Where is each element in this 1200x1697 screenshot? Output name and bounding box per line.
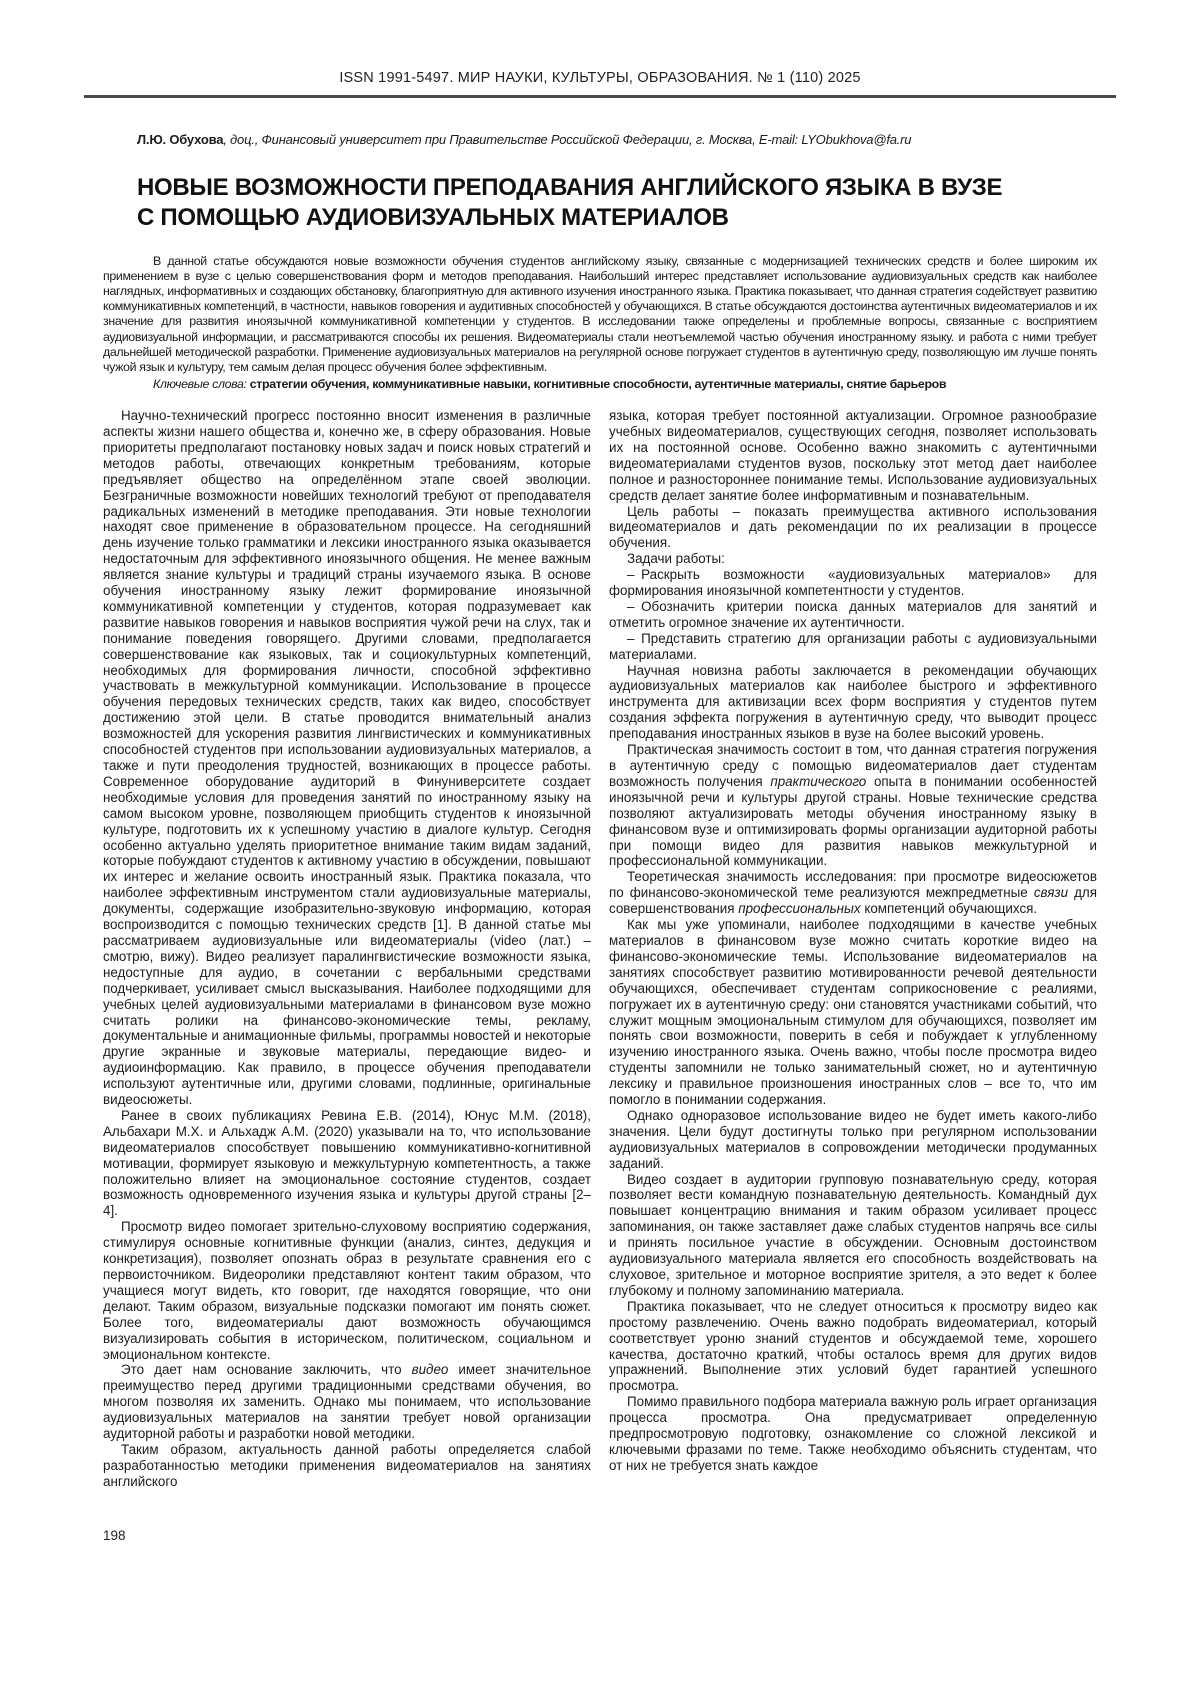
paragraph: Таким образом, актуальность данной работы определяется слабой разработанностью методики применения видеоматериалов на занятиях английского: [103, 1441, 591, 1489]
paragraph: Цель работы – показать преимущества активного использования видеоматериалов и дать рекомендации по их реализации в процессе обучения.: [609, 503, 1097, 551]
paragraph: Просмотр видео помогает зрительно-слуховому восприятию содержания, стимулируя основные когнитивные функции (анализ, синтез, дедукция и конкретизация), позволяет опознать образ в результате сравнения его с первоисточником. Видеоролики представляют контент таким образом, что учащиеся могут видеть, кто говорит, где находятся говорящие, что они делают. Таким образом, визуальные подсказки помогают им понять сюжет. Более того, видеоматериалы дают возможность обучающимся визуализировать события в историческом, политическом, социальном и эмоциональном контексте.: [103, 1219, 591, 1362]
paragraph: Теоретическая значимость исследования: при просмотре видеосюжетов по финансово-экономической теме реализуются межпредметные связи для совершенствования профессиональных компетенций обучающихся.: [609, 869, 1097, 917]
article-content: [103, 132, 1097, 1490]
paragraph: Практика показывает, что не следует относиться к просмотру видео как простому развлечению. Очень важно подобрать видеоматериал, который соответствует уроню знаний студентов и обсуждаемой теме, хорошего качества, достаточно краткий, чтобы осталось время для других видов упражнений. Выполнение этих условий будет гарантией успешного просмотра.: [609, 1298, 1097, 1394]
article-title: [137, 173, 1097, 234]
paragraph: Задачи работы:: [627, 551, 725, 567]
page-number: 198: [103, 1528, 126, 1543]
article-title-line1: НОВЫЕ ВОЗМОЖНОСТИ ПРЕПОДАВАНИЯ АНГЛИЙСКОГО ЯЗЫКА В ВУЗЕ: [137, 174, 1003, 201]
paragraph: Однако одноразовое использование видео не будет иметь какого-либо значения. Цели будут достигнуты только при регулярном использовании аудиовизуальных материалов в сопровождении методически продуманных заданий.: [609, 1107, 1097, 1171]
paragraph: Практическая значимость состоит в том, что данная стратегия погружения в аутентичную среду с помощью видеоматериалов дает студентам возможность получения практического опыта в понимании особенностей иноязычной речи и культуры другой страны. Новые технические средства позволяют актуализировать методы обучения иностранному языку в финансовом вузе и оптимизировать формы организации аудиторной работы при помощи видео для развития навыков межкультурной и профессиональной коммуникации.: [609, 742, 1097, 869]
paragraph: Как мы уже упоминали, наиболее подходящими в качестве учебных материалов в финансовом вузе можно считать короткие видео на финансово-экономические темы. Использование видеоматериалов на занятиях способствует развитию мотивированности речевой деятельности обучающихся, обеспечивает студентам соприкосновение с реалиями, погружает их в аутентичную среду: они становятся участниками событий, что служит мощным эмоциональным стимулом для обучающихся, позволяет им понять свои возможности, поверить в себя и побуждает к углубленному изучению иностранного языка. Очень важно, чтобы после просмотра видео студенты запомнили не только занимательный сюжет, но и аутентичную лексику и правильное произношения иностранных слов – все то, что им помогло в понимании содержания.: [609, 917, 1097, 1108]
paragraph: Это дает нам основание заключить, что видео имеет значительное преимущество перед другими традиционными средствами обучения, во многом позволяя их заменить. Однако мы понимаем, что использование аудиовизуальных материалов на занятии требует новой организации аудиторной работы и разработки новой методики.: [103, 1362, 591, 1442]
list-item-dash: – Представить стратегию для организации работы с аудиовизуальными материалами.: [609, 630, 1097, 662]
author-line: Л.Ю. Обухова, доц., Финансовый университет при Правительстве Российской Федерации, г. Москва, E-mail: LYObukhova@fa.ru: [137, 132, 912, 147]
paragraph: Видео создает в аудитории групповую познавательную среду, которая позволяет вести командную познавательную деятельность. Командный дух повышает концентрацию внимания и таким образом усиливает процесс запоминания, он также заставляет даже слабых студентов напрячь все силы и принять посильное участие в обсуждении. Основным достоинством аудиовизуального материала является его способность воздействовать на слуховое, зрительное и моторное восприятие зрителя, а это ведет к более глубокому и полному запоминанию материала.: [609, 1171, 1097, 1298]
list-item-dash: – Раскрыть возможности «аудиовизуальных материалов» для формирования иноязычной компетентности у студентов.: [609, 567, 1097, 599]
article-body: [103, 408, 1097, 1490]
paragraph-continuation: языка, которая требует постоянной актуализации. Огромное разнообразие учебных видеоматериалов, существующих сегодня, позволяет использовать их на постоянной основе. Особенно важно знакомить с аутентичными видеоматериалами студентов вузов, поскольку этот метод дает наиболее полное и разностороннее понимание темы. Использование аудиовизуальных средств делает занятие более информативным и познавательным.: [609, 408, 1097, 503]
header-rule: [84, 95, 1116, 98]
paragraph: Помимо правильного подбора материала важную роль играет организация процесса просмотра. Она предусматривает определенную предпросмотровую подготовку, ознакомление со сложной лексикой и ключевыми фразами по теме. Также необходимо объяснить студентам, что от них не требуется знать каждое: [609, 1394, 1097, 1473]
paragraph: Научная новизна работы заключается в рекомендации обучающих аудиовизуальных материалов как наиболее быстрого и эффективного инструмента для активизации всех форм восприятия у студентов путем создания эффекта погружения в аутентичную среду, что выводит процесс преподавания иностранных языков в вузе на более высокий уровень.: [609, 662, 1097, 742]
list-item-dash: – Обозначить критерии поиска данных материалов для занятий и отметить огромное значение их аутентичности.: [609, 598, 1097, 630]
journal-header-text: ISSN 1991-5497. МИР НАУКИ, КУЛЬТУРЫ, ОБРАЗОВАНИЯ. № 1 (110) 2025: [339, 70, 861, 86]
abstract-text: В данной статье обсуждаются новые возможности обучения студентов английскому языку, связанные с модернизацией технических средств и более широким их применением в вузе с целью совершенствования форм и методов преподавания. Наибольший интерес представляет использование аудиовизуальных средств как наиболее наглядных, информативных и создающих обстановку, благоприятную для активного изучения иностранного языка. Практика показывает, что данная стратегия содействует развитию коммуникативных компетенций, в частности, навыков говорения и аудитивных способностей у обучающихся. В статье обсуждаются достоинства аутентичных видеоматериалов и их значение для развития иноязычной коммуникативной компетенции у студентов. В исследовании также определены и проблемные вопросы, связанные с восприятием аудиовизуальной информации, и рассматриваются способы их решения. Видеоматериалы стали неотъемлемой частью обучения иностранному языку. и работа с ними требует дальнейшей методической разработки. Применение аудиовизуальных материалов на регулярной основе погружает студентов в аутентичную среду, позволяющую им лучше понять чужой язык и культуру, тем самым делая процесс обучения более эффективным.: [103, 253, 1097, 374]
keywords-line: Ключевые слова: стратегии обучения, коммуникативные навыки, когнитивные способности, аутентичные материалы, снятие барьеров: [153, 376, 947, 391]
paragraph: Ранее в своих публикациях Ревина Е.В. (2014), Юнус М.М. (2018), Альбахари М.Х. и Альхадж А.М. (2020) указывали на то, что использование видеоматериалов способствует повышению коммуникативно-когнитивной мотивации, формирует языковую и межкультурную компетентность, а также положительно влияет на эмоциональное состояние студентов, создает возможность одновременного изучения языка и культуры другой страны [2–4].: [103, 1107, 591, 1219]
paragraph: Научно-технический прогресс постоянно вносит изменения в различные аспекты жизни нашего общества и, конечно же, в сферу образования. Новые приоритеты предполагают постановку новых задач и поиск новых стратегий и методов работы, отвечающих конкретным требованиям, которые предъявляет общество на определённом этапе своей эволюции. Безграничные возможности новейших технологий требуют от преподавателя радикальных изменений в методике преподавания. Эти новые технологии находят свое применение в образовательном процессе. На сегодняшний день изучение только грамматики и лексики иностранного языка оказывается недостаточным для эффективного иноязычного общения. Не менее важным является знание культуры и традиций страны изучаемого языка. В основе обучения иностранному языку лежит формирование иноязычной коммуникативной компетенции у студентов, которая подразумевает как развитие навыков говорения и навыков восприятия чужой речи на слух, так и понимание поведения говорящего. Другими словами, предполагается совершенствование как языковых, так и социокультурных компетенций, необходимых для формирования личности, способной эффективно участвовать в межкультурной коммуникации. Использование в процессе обучения передовых технических средств, таких как видео, способствует достижению этой цели. В статье проводится внимательный анализ возможностей для ускорения развития лингвистических и коммуникативных способностей студентов при использовании аудиовизуальных материалов, а также и пути преодоления трудностей, возникающих в процессе работы. Современное оборудование аудиторий в Финуниверситете создает необходимые условия для проведения занятий по иностранному языку на самом высоком уровне, позволяющем приобщить студентов к иноязычной культуре, подготовить их к успешному участию в диалоге культур. Сегодня особенно актуально уделять приоритетное внимание таким видам заданий, которые побуждают студентов к активному участию в обсуждении, повышают их интерес и желание освоить иностранный язык. Практика показала, что наиболее эффективным инструментом стали аудиовизуальные материалы, документы, содержащие изобразительно-звуковую информацию, которая воспроизводится с помощью технических средств [1]. В данной статье мы рассматриваем аудиовизуальные или видеоматериалы (video (лат.) – смотрю, вижу). Видео реализует паралингвистические возможности языка, недоступные для аудио, в сочетании с вербальными средствами подчеркивает, усиливает смысл высказывания. Наиболее подходящими для учебных целей аудиовизуальными материалами в финансовом вузе можно считать ролики на финансово-экономические темы, рекламу, документальные и анимационные фильмы, программы новостей и некоторые другие экранные и звуковые материалы, передающие видео- и аудиоинформацию. Как правило, в процессе обучения преподаватели используют аутентичные или, другими словами, подлинные, оригинальные видеосюжеты.: [103, 408, 591, 1108]
journal-header: [0, 0, 1200, 98]
article-title-line2: С ПОМОЩЬЮ АУДИОВИЗУАЛЬНЫХ МАТЕРИАЛОВ: [137, 204, 729, 232]
left-column: [103, 408, 591, 1490]
right-column: [609, 408, 1097, 1490]
